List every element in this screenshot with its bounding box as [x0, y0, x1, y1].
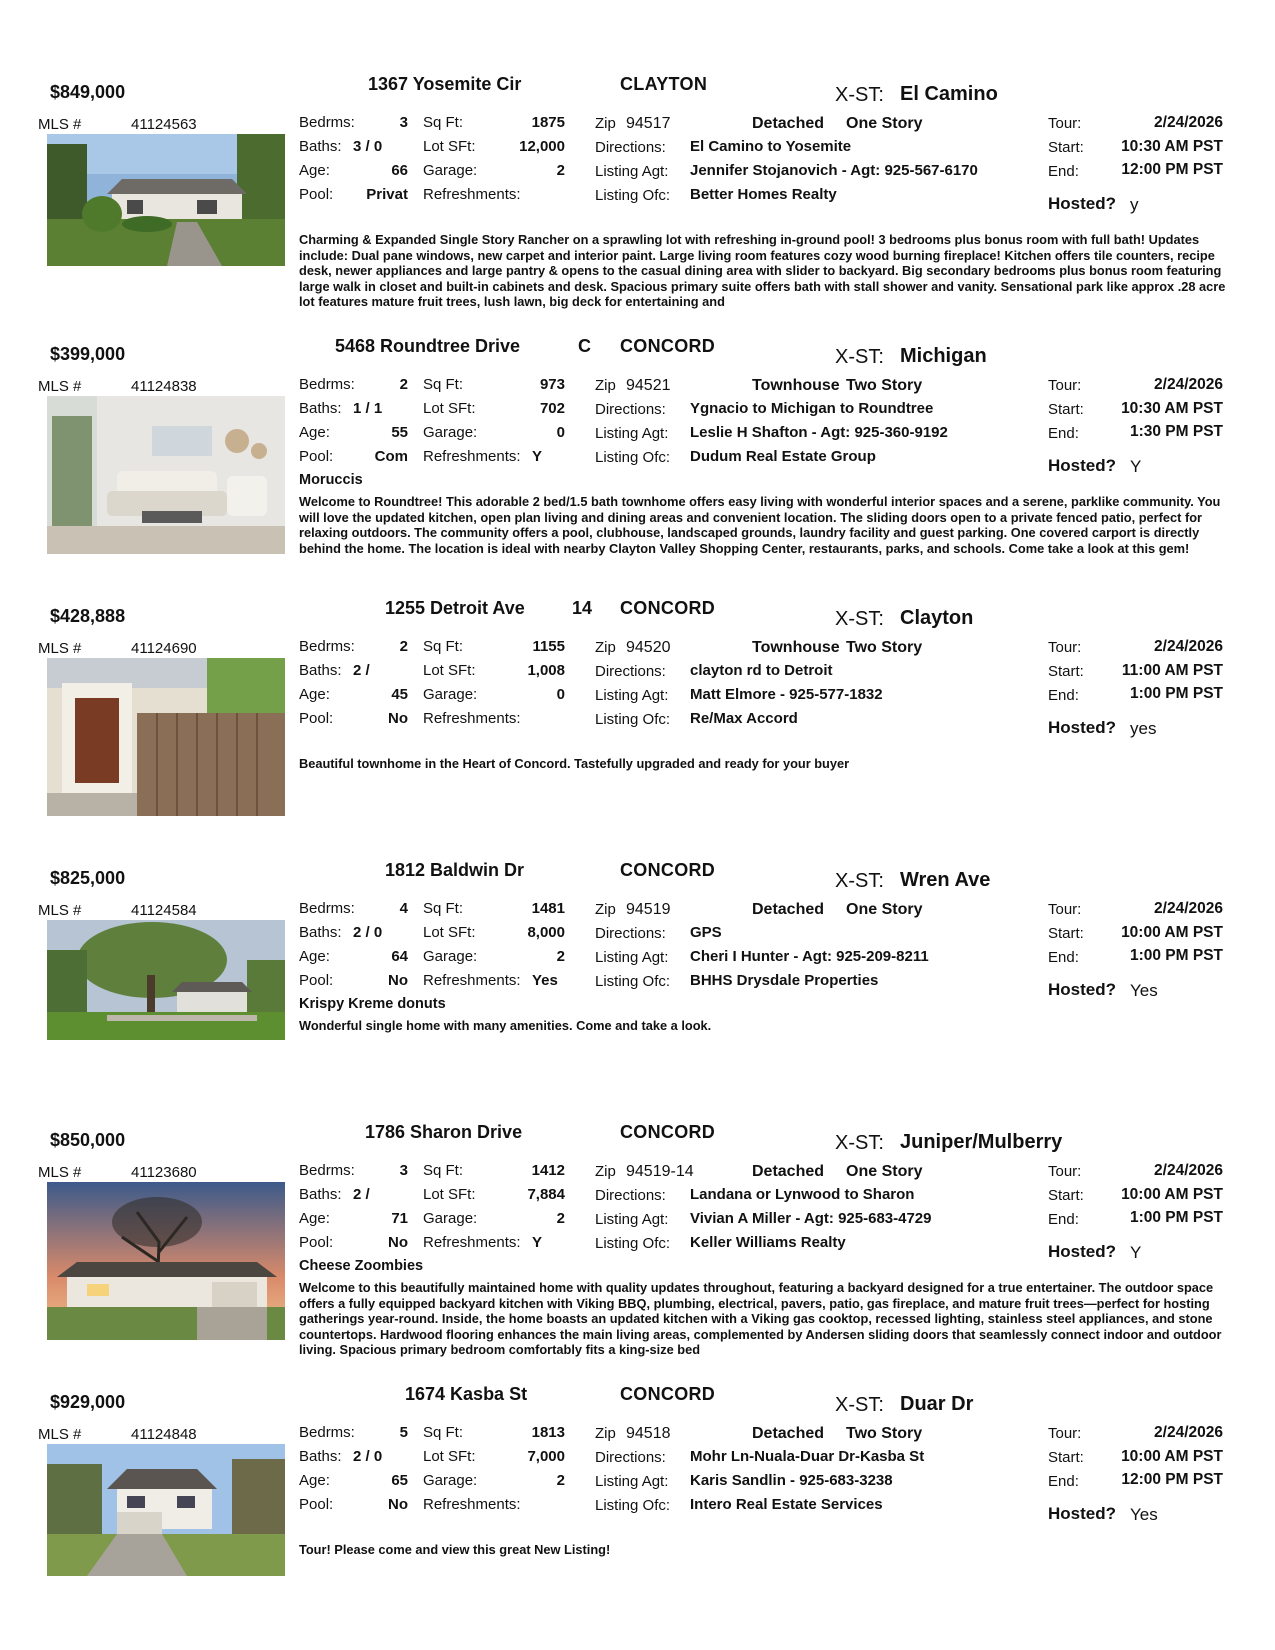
pool-label: Pool:	[299, 710, 334, 727]
tour-date: 2/24/2026	[1154, 638, 1223, 655]
sqft-label: Sq Ft:	[423, 900, 464, 917]
sqft-label: Sq Ft:	[423, 1162, 464, 1179]
age-label: Age:	[299, 686, 330, 703]
listing-unit: 14	[572, 598, 593, 618]
start-time: 10:00 AM PST	[1121, 924, 1223, 941]
directions-value: El Camino to Yosemite	[690, 138, 852, 155]
lotsft-value: 12,000	[519, 138, 565, 155]
garage-value: 0	[556, 424, 565, 441]
tour-date: 2/24/2026	[1154, 900, 1223, 917]
mls-number: 41124584	[131, 902, 197, 919]
directions-value: Mohr Ln-Nuala-Duar Dr-Kasba St	[690, 1448, 925, 1465]
property-stories: Two Story	[846, 377, 923, 394]
garage-label: Garage:	[423, 686, 478, 703]
start-time: 10:00 AM PST	[1121, 1186, 1223, 1203]
directions-label: Directions:	[595, 663, 666, 680]
bedrms-value: 3	[399, 1162, 408, 1179]
zip-label: Zip	[595, 901, 616, 918]
listing-agent-label: Listing Agt:	[595, 1211, 669, 1228]
bedrms-label: Bedrms:	[299, 900, 355, 917]
listing-baldwin	[0, 850, 1275, 1112]
mls-number: 41124838	[131, 378, 197, 395]
listing-price: $929,000	[50, 1392, 126, 1412]
zip-value: 94519	[626, 901, 671, 918]
listing-kasba	[0, 1374, 1275, 1636]
property-photo	[47, 396, 285, 554]
refreshments-label: Refreshments:	[423, 972, 521, 989]
sqft-value: 973	[539, 376, 565, 393]
baths-value: 2 /	[353, 662, 370, 679]
listing-address: 1674 Kasba St	[405, 1384, 528, 1404]
baths-value: 2 / 0	[353, 1448, 383, 1465]
lotsft-value: 7,000	[527, 1448, 565, 1465]
pool-value: No	[388, 1496, 408, 1513]
age-value: 45	[391, 686, 408, 703]
property-photo	[47, 1444, 285, 1576]
listing-agent-label: Listing Agt:	[595, 687, 669, 704]
hosted-label: Hosted?	[1048, 718, 1116, 737]
baths-value: 2 / 0	[353, 924, 383, 941]
cross-street-label: X-ST:	[835, 346, 884, 368]
lotsft-label: Lot SFt:	[423, 924, 476, 941]
start-time: 10:30 AM PST	[1121, 400, 1223, 417]
start-time: 11:00 AM PST	[1121, 662, 1223, 679]
start-time: 10:30 AM PST	[1121, 138, 1223, 155]
garage-value: 2	[556, 948, 565, 965]
pool-label: Pool:	[299, 1496, 334, 1513]
refreshment-note: Cheese Zoombies	[299, 1258, 424, 1274]
pool-label: Pool:	[299, 972, 334, 989]
zip-label: Zip	[595, 377, 616, 394]
age-label: Age:	[299, 424, 330, 441]
refreshments-label: Refreshments:	[423, 448, 521, 465]
bedrms-label: Bedrms:	[299, 1424, 355, 1441]
listing-address: 1255 Detroit Ave	[385, 598, 525, 618]
age-label: Age:	[299, 162, 330, 179]
pool-value: No	[388, 1234, 408, 1251]
bedrms-value: 5	[399, 1424, 408, 1441]
mls-label: MLS #	[38, 378, 82, 395]
hosted-label: Hosted?	[1048, 194, 1116, 213]
mls-label: MLS #	[38, 1164, 82, 1181]
property-stories: Two Story	[846, 1425, 923, 1442]
tour-date: 2/24/2026	[1154, 114, 1223, 131]
sqft-label: Sq Ft:	[423, 376, 464, 393]
age-label: Age:	[299, 1210, 330, 1227]
listing-agent-value: Cheri I Hunter - Agt: 925-209-8211	[690, 948, 929, 965]
end-time: 1:00 PM PST	[1129, 947, 1223, 964]
bedrms-value: 2	[399, 638, 408, 655]
lotsft-label: Lot SFt:	[423, 138, 476, 155]
start-label: Start:	[1048, 1449, 1084, 1466]
directions-label: Directions:	[595, 139, 666, 156]
listing-address: 5468 Roundtree Drive	[335, 336, 521, 356]
property-style: Detached	[752, 115, 825, 132]
hosted-value: Yes	[1130, 981, 1158, 1000]
zip-value: 94518	[626, 1425, 671, 1442]
end-time: 1:30 PM PST	[1129, 423, 1223, 440]
property-style: Townhouse	[752, 639, 840, 656]
listing-city: CONCORD	[620, 1122, 716, 1142]
listing-city: CONCORD	[620, 860, 716, 880]
directions-label: Directions:	[595, 925, 666, 942]
lotsft-value: 1,008	[527, 662, 565, 679]
sqft-value: 1155	[532, 638, 565, 655]
directions-value: clayton rd to Detroit	[690, 662, 833, 679]
sqft-label: Sq Ft:	[423, 638, 464, 655]
pool-label: Pool:	[299, 186, 334, 203]
directions-value: Ygnacio to Michigan to Roundtree	[690, 400, 934, 417]
lotsft-label: Lot SFt:	[423, 400, 476, 417]
listing-agent-label: Listing Agt:	[595, 425, 669, 442]
listing-remarks: Tour! Please come and view this great New Listing!	[299, 1542, 611, 1557]
pool-value: No	[388, 972, 408, 989]
hosted-value: y	[1130, 195, 1139, 214]
pool-label: Pool:	[299, 1234, 334, 1251]
baths-label: Baths:	[299, 662, 342, 679]
listing-office-label: Listing Ofc:	[595, 1235, 671, 1252]
listing-office-value: Dudum Real Estate Group	[690, 448, 876, 465]
hosted-label: Hosted?	[1048, 980, 1116, 999]
listing-city: CLAYTON	[620, 74, 708, 94]
listing-agent-value: Matt Elmore - 925-577-1832	[690, 686, 883, 703]
listing-remarks: Beautiful townhome in the Heart of Concord. Tastefully upgraded and ready for your buyer	[299, 756, 850, 771]
bedrms-value: 4	[399, 900, 408, 917]
garage-value: 2	[556, 162, 565, 179]
bedrms-value: 3	[399, 114, 408, 131]
listing-office-label: Listing Ofc:	[595, 973, 671, 990]
cross-street-value: Juniper/Mulberry	[900, 1131, 1063, 1153]
end-time: 12:00 PM PST	[1121, 161, 1223, 178]
mls-label: MLS #	[38, 116, 82, 133]
zip-value: 94517	[626, 115, 671, 132]
tour-date: 2/24/2026	[1154, 1424, 1223, 1441]
listing-office-value: Intero Real Estate Services	[690, 1496, 883, 1513]
listing-office-value: Better Homes Realty	[690, 186, 837, 203]
age-label: Age:	[299, 1472, 330, 1489]
listing-address: 1812 Baldwin Dr	[385, 860, 525, 880]
pool-value: Privat	[366, 186, 408, 203]
hosted-value: Y	[1130, 1243, 1142, 1262]
listing-price: $850,000	[50, 1130, 126, 1150]
pool-value: Com	[374, 448, 408, 465]
garage-label: Garage:	[423, 1210, 478, 1227]
bedrms-label: Bedrms:	[299, 638, 355, 655]
end-label: End:	[1048, 425, 1079, 442]
listing-agent-label: Listing Agt:	[595, 1473, 669, 1490]
listing-city: CONCORD	[620, 336, 716, 356]
listing-office-value: BHHS Drysdale Properties	[690, 972, 879, 989]
end-label: End:	[1048, 1473, 1079, 1490]
property-photo	[47, 134, 285, 266]
baths-label: Baths:	[299, 1186, 342, 1203]
cross-street-label: X-ST:	[835, 1394, 884, 1416]
property-photo	[47, 920, 285, 1040]
cross-street-label: X-ST:	[835, 1132, 884, 1154]
age-value: 66	[391, 162, 408, 179]
refreshments-label: Refreshments:	[423, 710, 521, 727]
tour-label: Tour:	[1048, 377, 1082, 394]
bedrms-label: Bedrms:	[299, 376, 355, 393]
baths-label: Baths:	[299, 400, 342, 417]
listing-office-value: Keller Williams Realty	[690, 1234, 846, 1251]
end-time: 12:00 PM PST	[1121, 1471, 1223, 1488]
zip-value: 94520	[626, 639, 671, 656]
sqft-value: 1412	[531, 1162, 565, 1179]
listing-remarks: Wonderful single home with many amenities. Come and take a look.	[299, 1018, 712, 1033]
end-label: End:	[1048, 163, 1079, 180]
zip-value: 94519-14	[626, 1163, 694, 1180]
age-value: 71	[391, 1210, 408, 1227]
listing-agent-value: Karis Sandlin - 925-683-3238	[690, 1472, 893, 1489]
lotsft-value: 702	[539, 400, 565, 417]
mls-label: MLS #	[38, 1426, 82, 1443]
zip-label: Zip	[595, 115, 616, 132]
tour-date: 2/24/2026	[1154, 1162, 1223, 1179]
sqft-value: 1481	[531, 900, 565, 917]
property-photo	[47, 658, 285, 816]
listing-office-label: Listing Ofc:	[595, 187, 671, 204]
mls-number: 41123680	[131, 1164, 197, 1181]
listing-price: $825,000	[50, 868, 126, 888]
refreshments-label: Refreshments:	[423, 186, 521, 203]
refreshments-value: Yes	[532, 972, 558, 989]
end-time: 1:00 PM PST	[1129, 1209, 1223, 1226]
listing-remarks: Welcome to this beautifully maintained home with quality updates throughout, featuring a backyard designed for a true entertainer. The outdoor space offers a fully equipped backyard kitchen with Viking BBQ, plumbing, electrical, pavers, patio, gas fireplace, and mature fruit trees—perfect for hosting gatherings year-round. Inside, the home boasts an updated kitchen with a Viking gas cooktop, recessed lighting, stainless steel appliances, and stone countertops. Hardwood flooring enhances the main living areas, complemented by Andersen sliding doors that seamlessly connect indoor and outdoor living. Spacious primary bedroom comfortably fits a king-size bed	[299, 1280, 1222, 1357]
zip-label: Zip	[595, 1163, 616, 1180]
property-style: Townhouse	[752, 377, 840, 394]
listing-city: CONCORD	[620, 598, 716, 618]
listing-agent-label: Listing Agt:	[595, 163, 669, 180]
start-label: Start:	[1048, 925, 1084, 942]
lotsft-label: Lot SFt:	[423, 1186, 476, 1203]
cross-street-value: Clayton	[900, 607, 974, 629]
baths-label: Baths:	[299, 924, 342, 941]
listing-detroit	[0, 588, 1275, 850]
pool-label: Pool:	[299, 448, 334, 465]
listing-price: $399,000	[50, 344, 126, 364]
directions-value: Landana or Lynwood to Sharon	[690, 1186, 915, 1203]
hosted-label: Hosted?	[1048, 456, 1116, 475]
directions-value: GPS	[690, 924, 722, 941]
tour-label: Tour:	[1048, 639, 1082, 656]
refreshment-note: Moruccis	[299, 472, 363, 488]
hosted-value: yes	[1130, 719, 1157, 738]
tour-label: Tour:	[1048, 1163, 1082, 1180]
end-label: End:	[1048, 687, 1079, 704]
property-style: Detached	[752, 1163, 825, 1180]
cross-street-value: Duar Dr	[900, 1393, 974, 1415]
zip-value: 94521	[626, 377, 671, 394]
zip-label: Zip	[595, 1425, 616, 1442]
property-stories: One Story	[846, 1163, 923, 1180]
end-time: 1:00 PM PST	[1129, 685, 1223, 702]
directions-label: Directions:	[595, 1187, 666, 1204]
mls-label: MLS #	[38, 640, 82, 657]
listing-office-label: Listing Ofc:	[595, 449, 671, 466]
start-label: Start:	[1048, 139, 1084, 156]
garage-label: Garage:	[423, 948, 478, 965]
refreshments-label: Refreshments:	[423, 1496, 521, 1513]
baths-label: Baths:	[299, 138, 342, 155]
age-label: Age:	[299, 948, 330, 965]
cross-street-label: X-ST:	[835, 84, 884, 106]
property-stories: One Story	[846, 901, 923, 918]
lotsft-value: 8,000	[527, 924, 565, 941]
mls-label: MLS #	[38, 902, 82, 919]
lotsft-label: Lot SFt:	[423, 662, 476, 679]
bedrms-label: Bedrms:	[299, 1162, 355, 1179]
bedrms-label: Bedrms:	[299, 114, 355, 131]
garage-value: 2	[556, 1210, 565, 1227]
hosted-value: Yes	[1130, 1505, 1158, 1524]
mls-number: 41124848	[131, 1426, 197, 1443]
listing-remarks: Charming & Expanded Single Story Rancher on a sprawling lot with refreshing in-ground pool! 3 bedrooms plus bonus room with full bath! Updates include: Dual pane windows, new carpet and interior paint. Large living room features cozy wood burning fireplace! Kitchen offers tile counters, recipe desk, newer appliances and large pantry & opens to the casual dining area with slider to backyard. Big secondary bedrooms plus bonus room featuring large walk in closet and built-in cabinets and desk. Spacious primary suite offers bath with stall shower and vanity. Sensational park like approx .28 acre lot features mature fruit trees, lush lawn, big deck for entertaining and	[299, 232, 1226, 309]
start-label: Start:	[1048, 1187, 1084, 1204]
listing-roundtree	[0, 326, 1275, 588]
cross-street-value: Michigan	[900, 345, 987, 367]
age-value: 64	[391, 948, 408, 965]
tour-label: Tour:	[1048, 115, 1082, 132]
baths-value: 3 / 0	[353, 138, 383, 155]
garage-value: 0	[556, 686, 565, 703]
listing-office-label: Listing Ofc:	[595, 711, 671, 728]
cross-street-label: X-ST:	[835, 870, 884, 892]
directions-label: Directions:	[595, 1449, 666, 1466]
garage-label: Garage:	[423, 162, 478, 179]
cross-street-value: Wren Ave	[900, 869, 991, 891]
property-stories: One Story	[846, 115, 923, 132]
end-label: End:	[1048, 1211, 1079, 1228]
listing-office-value: Re/Max Accord	[690, 710, 798, 727]
directions-label: Directions:	[595, 401, 666, 418]
zip-label: Zip	[595, 639, 616, 656]
baths-value: 2 /	[353, 1186, 370, 1203]
listing-agent-label: Listing Agt:	[595, 949, 669, 966]
refreshments-value: Y	[532, 448, 543, 465]
mls-number: 41124690	[131, 640, 197, 657]
hosted-value: Y	[1130, 457, 1142, 476]
listing-agent-value: Jennifer Stojanovich - Agt: 925-567-6170	[690, 162, 978, 179]
sqft-value: 1875	[531, 114, 565, 131]
property-style: Detached	[752, 901, 825, 918]
listing-unit: C	[578, 336, 591, 356]
mls-number: 41124563	[131, 116, 197, 133]
hosted-label: Hosted?	[1048, 1504, 1116, 1523]
listing-price: $849,000	[50, 82, 126, 102]
start-label: Start:	[1048, 663, 1084, 680]
property-photo	[47, 1182, 285, 1340]
tour-label: Tour:	[1048, 1425, 1082, 1442]
baths-value: 1 / 1	[353, 400, 383, 417]
sqft-value: 1813	[531, 1424, 565, 1441]
listing-price: $428,888	[50, 606, 126, 626]
listing-agent-value: Leslie H Shafton - Agt: 925-360-9192	[690, 424, 948, 441]
refreshments-label: Refreshments:	[423, 1234, 521, 1251]
start-time: 10:00 AM PST	[1121, 1448, 1223, 1465]
hosted-label: Hosted?	[1048, 1242, 1116, 1261]
refreshment-note: Krispy Kreme donuts	[299, 996, 446, 1012]
listing-address: 1786 Sharon Drive	[365, 1122, 523, 1142]
tour-label: Tour:	[1048, 901, 1082, 918]
listing-sharon	[0, 1112, 1275, 1374]
tour-date: 2/24/2026	[1154, 376, 1223, 393]
refreshments-value: Y	[532, 1234, 543, 1251]
property-style: Detached	[752, 1425, 825, 1442]
end-label: End:	[1048, 949, 1079, 966]
start-label: Start:	[1048, 401, 1084, 418]
pool-value: No	[388, 710, 408, 727]
garage-label: Garage:	[423, 1472, 478, 1489]
cross-street-value: El Camino	[900, 83, 998, 105]
age-value: 55	[391, 424, 408, 441]
bedrms-value: 2	[399, 376, 408, 393]
baths-label: Baths:	[299, 1448, 342, 1465]
property-stories: Two Story	[846, 639, 923, 656]
sqft-label: Sq Ft:	[423, 1424, 464, 1441]
garage-label: Garage:	[423, 424, 478, 441]
listing-address: 1367 Yosemite Cir	[368, 74, 522, 94]
sqft-label: Sq Ft:	[423, 114, 464, 131]
lotsft-label: Lot SFt:	[423, 1448, 476, 1465]
listing-agent-value: Vivian A Miller - Agt: 925-683-4729	[690, 1210, 932, 1227]
lotsft-value: 7,884	[527, 1186, 565, 1203]
listing-city: CONCORD	[620, 1384, 716, 1404]
cross-street-label: X-ST:	[835, 608, 884, 630]
listing-office-label: Listing Ofc:	[595, 1497, 671, 1514]
garage-value: 2	[556, 1472, 565, 1489]
listing-yosemite	[0, 64, 1275, 326]
age-value: 65	[391, 1472, 408, 1489]
listing-remarks: Welcome to Roundtree! This adorable 2 bed/1.5 bath townhome offers easy living with wonderful interior spaces and a serene, parklike community. You will love the updated kitchen, open plan living and dining areas and convenient location. The sliding doors open to a private fenced patio, perfect for relaxing outdoors. The community offers a pool, clubhouse, landscaped grounds, laundry facility and guest parking. One covered carport is directly behind the home. The location is ideal with nearby Clayton Valley Shopping Center, restaurants, parks, and schools. Come take a look at this gem!	[299, 494, 1221, 556]
